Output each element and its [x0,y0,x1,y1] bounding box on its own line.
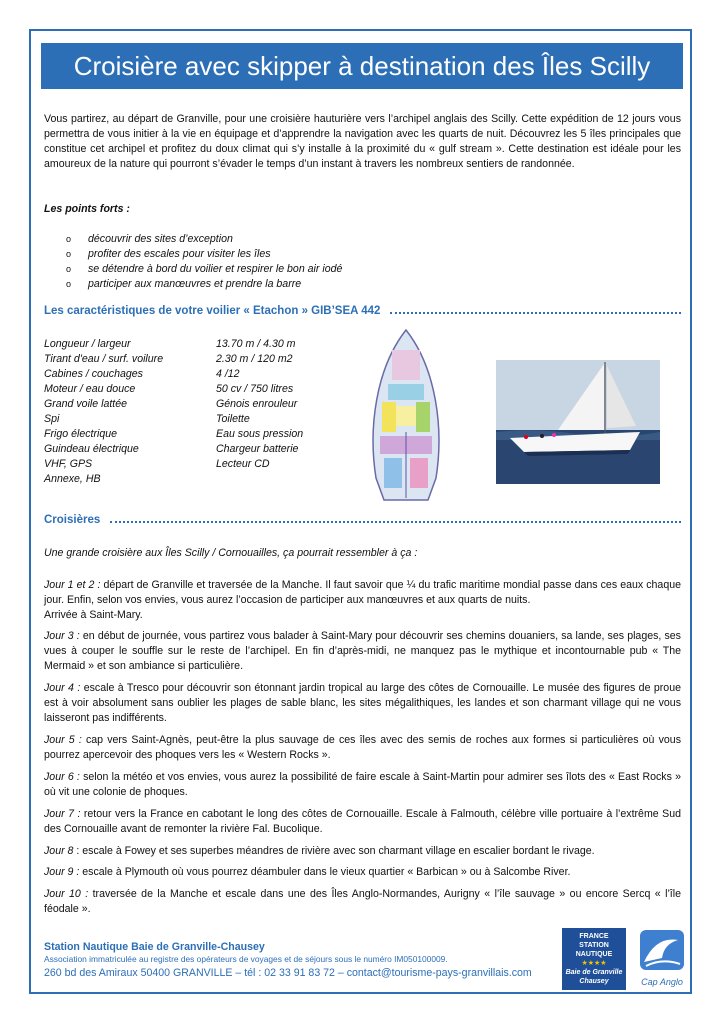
spec-key: Annexe, HB [44,473,101,485]
spec-value: 2.30 m / 120 m2 [216,353,293,365]
logo-text: Chausey [579,978,609,985]
day-entry [44,770,681,800]
logo-stars: ★★★★ [581,960,607,967]
spec-key: Longueur / largeur [44,338,131,350]
table-row [44,337,376,352]
day-text: escale à Plymouth où vous pourrez déambuler dans le vieux quartier « Barbican » ou à Salcombe River. [79,866,571,878]
spec-key: VHF, GPS [44,458,93,470]
spec-key: Cabines / couchages [44,368,143,380]
logo-text: Cap Anglo [641,977,683,987]
list-item: o découvrir des sites d’exception [66,232,342,247]
sailboat-photo [496,360,660,484]
spec-value: 50 cv / 750 litres [216,383,294,395]
section-title: Croisières [44,514,101,526]
day-label: Jour 6 : [44,771,80,783]
table-row [44,352,376,367]
logo-text: Baie de Granville [565,969,623,976]
wave-icon [636,928,688,972]
footer-address: 260 bd des Amiraux 50400 GRANVILLE – tél : 02 33 91 83 72 – contact@tourisme-pays-granvillais.com [44,967,532,979]
table-row [44,382,376,397]
spec-key: Grand voile lattée [44,398,128,410]
day-entry [44,844,681,859]
footer-registration: Association immatriculée au registre des opérateurs de voyages et de séjours sous le numéro IM050100009. [44,954,448,964]
day-label: Jour 10 : [44,888,89,900]
table-row [44,472,376,487]
spec-key: Tirant d'eau / surf. voilure [44,353,164,365]
cap-anglo-logo [636,928,688,990]
table-row [44,442,376,457]
day-text: escale à Tresco pour découvrir son étonnant jardin tropical au large des côtes de Cornouaille. Le musée des figures de proue est à voir absolument sans oublier les plages de sable blanc, les sites mégalithiques, les landes et son charmant village qui ne vous laisseront pas indifférents. [44,682,681,724]
list-item: o se détendre à bord du voilier et respirer le bon air iodé [66,262,342,277]
day-entry [44,681,681,726]
day-text: départ de Granville et traversée de la Manche. Il faut savoir que ¼ du trafic maritime mondial passe dans ces eaux chaque jour. Enfin, selon vos envies, vous aurez l’occasion de participer aux manœuvres et aux quarts de nuits. [44,579,681,606]
table-row [44,457,376,472]
logo-text: STATION [579,942,609,949]
day-label: Jour 7 : [44,808,81,820]
day-text: traversée de la Manche et escale dans une des Îles Anglo-Normandes, Aurigny « l’île sauvage » ou encore Sercq « l’île féodale ». [44,888,681,915]
day-label: Jour 4 : [44,682,81,694]
logo-text: NAUTIQUE [575,951,613,958]
day-entry [44,807,681,837]
day-entry [44,865,681,880]
spec-value: 4 /12 [216,368,240,380]
day-text: : escale à Fowey et ses superbes méandres de rivière avec son charmant village en escalier bordant le rivage. [73,845,595,857]
station-nautique-logo [562,928,626,990]
day-label: Jour 9 : [44,866,80,878]
page-title: Croisière avec skipper à destination des Îles Scilly [41,43,683,89]
footer-organization: Station Nautique Baie de Granville-Chausey [44,941,265,953]
table-row [44,397,376,412]
caracteristiques-heading [44,305,681,317]
croisieres-subtitle: Une grande croisière aux Îles Scilly / Cornouailles, ça pourrait ressembler à ça : [44,547,418,559]
spec-key: Frigo électrique [44,428,118,440]
day-label: Jour 1 et 2 : [44,579,101,591]
croisieres-heading [44,514,681,526]
spec-value: Toilette [216,413,250,425]
points-forts-heading: Les points forts : [44,203,130,215]
day-label: Jour 5 : [44,734,82,746]
points-forts-list [66,232,342,292]
specs-table [44,337,376,487]
spec-value: Lecteur CD [216,458,270,470]
list-item: o participer aux manœuvres et prendre la barre [66,277,342,292]
table-row [44,427,376,442]
day-entry [44,887,681,917]
table-row [44,367,376,382]
spec-key: Moteur / eau douce [44,383,136,395]
day-label: Jour 3 : [44,630,80,642]
boat-deck-plan [366,328,446,502]
spec-value: Génois enrouleur [216,398,298,410]
spec-value: Eau sous pression [216,428,304,440]
day-extra: Arrivée à Saint-Mary. [44,609,143,621]
spec-value [216,472,376,487]
day-text: retour vers la France en cabotant le long des côtes de Cornouaille. Escale à Falmouth, célèbre ville portuaire à l’extrême Sud des Cornouaille avant de remonter la rivière Fal. Bucolique. [44,808,681,835]
list-item: o profiter des escales pour visiter les îles [66,247,342,262]
day-text: selon la météo et vos envies, vous aurez la possibilité de faire escale à Saint-Martin pour admirer ses îlots des « East Rocks » où vit une colonie de phoques. [44,771,681,798]
spec-key: Guindeau électrique [44,443,139,455]
logo-text: FRANCE [579,933,609,940]
day-entry [44,629,681,674]
spec-value: Chargeur batterie [216,443,299,455]
day-entry [44,578,681,623]
intro-paragraph: Vous partirez, au départ de Granville, pour une croisière hauturière vers l’archipel anglais des Scilly. Cette expédition de 12 jours vous permettra de vous initier à la vie en équipage et d’apprendre la navigation avec les quarts de nuit. Découvrez les 5 îles principales que constitue cet archipel et profitez du doux climat qui s’y installe à la proximité du « gulf stream ». Cette destination est idéale pour les amoureux de la nature qui pourront s’évader le temps d’un instant à travers les nombreux sentiers de randonnée. [44,113,681,170]
spec-key: Spi [44,413,60,425]
day-entry [44,733,681,763]
spec-value: 13.70 m / 4.30 m [216,338,296,350]
section-title: Les caractéristiques de votre voilier « Etachon » GIB’SEA 442 [44,305,381,317]
day-text: en début de journée, vous partirez vous balader à Saint-Mary pour découvrir ses chemins douaniers, sa lande, ses plages, ses vues à couper le souffle sur le reste de l’archipel. En fin d’après-midi, ne manquez pas le mythique et incontournable pub « The Mermaid » et son ambiance si particulière. [44,630,681,672]
day-text: cap vers Saint-Agnès, peut-être la plus sauvage de ces îles avec des semis de roches aux formes si particulières où vous pourrez apercevoir des phoques vers les « Western Rocks ». [44,734,681,761]
day-label: Jour 8 [44,845,74,857]
table-row [44,412,376,427]
